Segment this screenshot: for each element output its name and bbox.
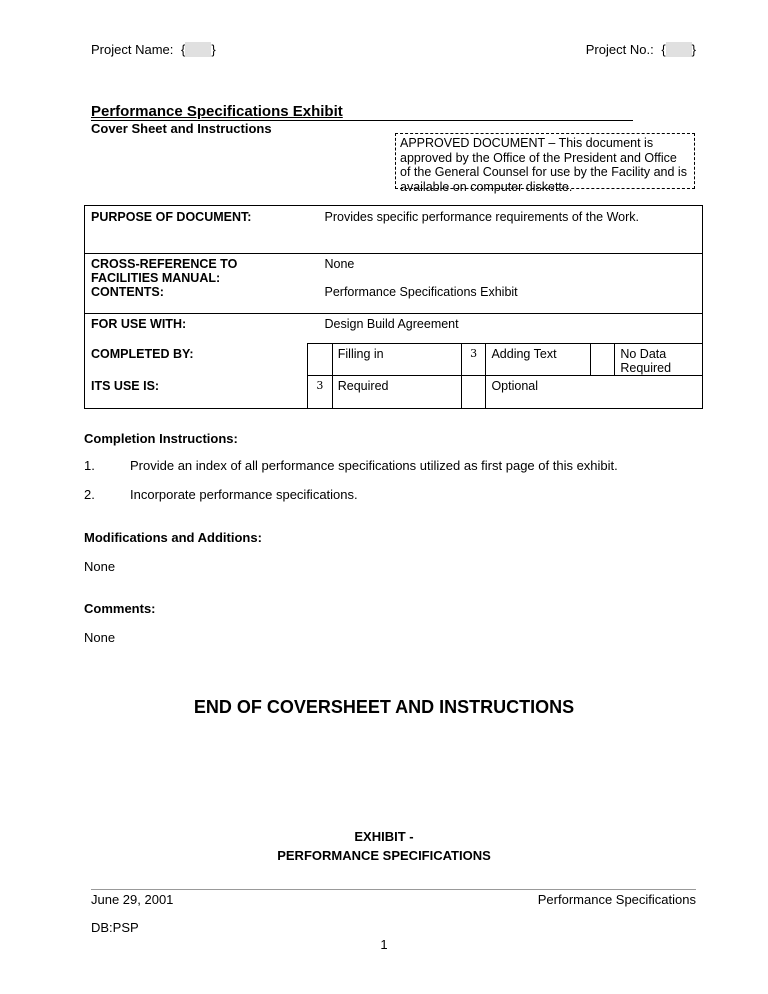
project-name-group bbox=[91, 42, 216, 57]
no-data-label: No Data Required bbox=[615, 344, 703, 376]
document-title: Performance Specifications Exhibit bbox=[91, 103, 343, 120]
purpose-label: PURPOSE OF DOCUMENT: bbox=[85, 206, 308, 254]
no-data-checkbox[interactable] bbox=[590, 344, 615, 376]
use-with-row bbox=[85, 314, 703, 344]
use-with-value: Design Build Agreement bbox=[308, 314, 703, 344]
step-number: 2. bbox=[84, 487, 95, 502]
page-header bbox=[91, 42, 696, 58]
crossref-row bbox=[85, 254, 703, 284]
title-underline bbox=[91, 103, 633, 121]
adding-text-checkbox[interactable]: 3 bbox=[461, 344, 486, 376]
comments-title: Comments: bbox=[84, 601, 156, 616]
purpose-row bbox=[85, 206, 703, 254]
step-text: Provide an index of all performance specifications utilized as first page of this exhibit. bbox=[130, 458, 618, 473]
footer-divider bbox=[91, 889, 696, 890]
project-no-fill bbox=[666, 42, 692, 57]
brace-close: } bbox=[691, 42, 696, 57]
brace-close: } bbox=[211, 42, 216, 57]
filling-in-checkbox[interactable] bbox=[308, 344, 333, 376]
step-number: 1. bbox=[84, 458, 95, 473]
adding-text-label: Adding Text bbox=[486, 344, 590, 376]
use-is-label: ITS USE IS: bbox=[85, 376, 308, 409]
optional-checkbox[interactable] bbox=[461, 376, 486, 409]
completion-instructions-title: Completion Instructions: bbox=[84, 431, 238, 446]
exhibit-label: EXHIBIT - bbox=[354, 829, 414, 844]
brace-open: { bbox=[181, 42, 186, 57]
required-label: Required bbox=[332, 376, 461, 409]
document-subtitle: Cover Sheet and Instructions bbox=[91, 121, 272, 136]
required-checkbox[interactable]: 3 bbox=[308, 376, 333, 409]
comments-text: None bbox=[84, 630, 116, 645]
crossref-value: None bbox=[308, 254, 703, 284]
modifications-text: None bbox=[84, 559, 116, 574]
crossref-label: CROSS-REFERENCE TO FACILITIES MANUAL: bbox=[91, 257, 238, 285]
completed-by-row bbox=[85, 344, 703, 376]
end-of-coversheet-heading: END OF COVERSHEET AND INSTRUCTIONS bbox=[193, 697, 575, 717]
contents-label: CONTENTS: bbox=[91, 285, 164, 299]
brace-open: { bbox=[661, 42, 666, 57]
empty-cell bbox=[590, 376, 702, 409]
page-number: 1 bbox=[380, 937, 388, 952]
filling-in-label: Filling in bbox=[332, 344, 461, 376]
completed-by-label: COMPLETED BY: bbox=[85, 344, 308, 376]
use-with-label: FOR USE WITH: bbox=[85, 314, 308, 344]
contents-value: Performance Specifications Exhibit bbox=[308, 284, 703, 314]
project-no-field[interactable] bbox=[661, 42, 696, 57]
footer-code: DB:PSP bbox=[91, 920, 139, 935]
approved-document-note: APPROVED DOCUMENT – This document is approved by the Office of the President and Office of the General Counsel for use by the Facility and is available on computer diskette. bbox=[395, 133, 695, 189]
exhibit-title: PERFORMANCE SPECIFICATIONS bbox=[277, 848, 491, 863]
crossref-cell bbox=[85, 254, 308, 314]
project-no-group bbox=[586, 42, 696, 57]
project-no-label: Project No.: bbox=[585, 42, 654, 57]
info-table bbox=[84, 205, 703, 409]
purpose-value: Provides specific performance requirements of the Work. bbox=[308, 206, 703, 254]
step-text: Incorporate performance specifications. bbox=[130, 487, 358, 502]
footer-section: Performance Specifications bbox=[537, 892, 696, 907]
modifications-title: Modifications and Additions: bbox=[84, 530, 262, 545]
project-name-fill bbox=[185, 42, 211, 57]
optional-label: Optional bbox=[486, 376, 590, 409]
use-is-row bbox=[85, 376, 703, 409]
project-name-field[interactable] bbox=[181, 42, 216, 57]
project-name-label: Project Name: bbox=[91, 42, 174, 57]
footer-date: June 29, 2001 bbox=[91, 892, 174, 907]
